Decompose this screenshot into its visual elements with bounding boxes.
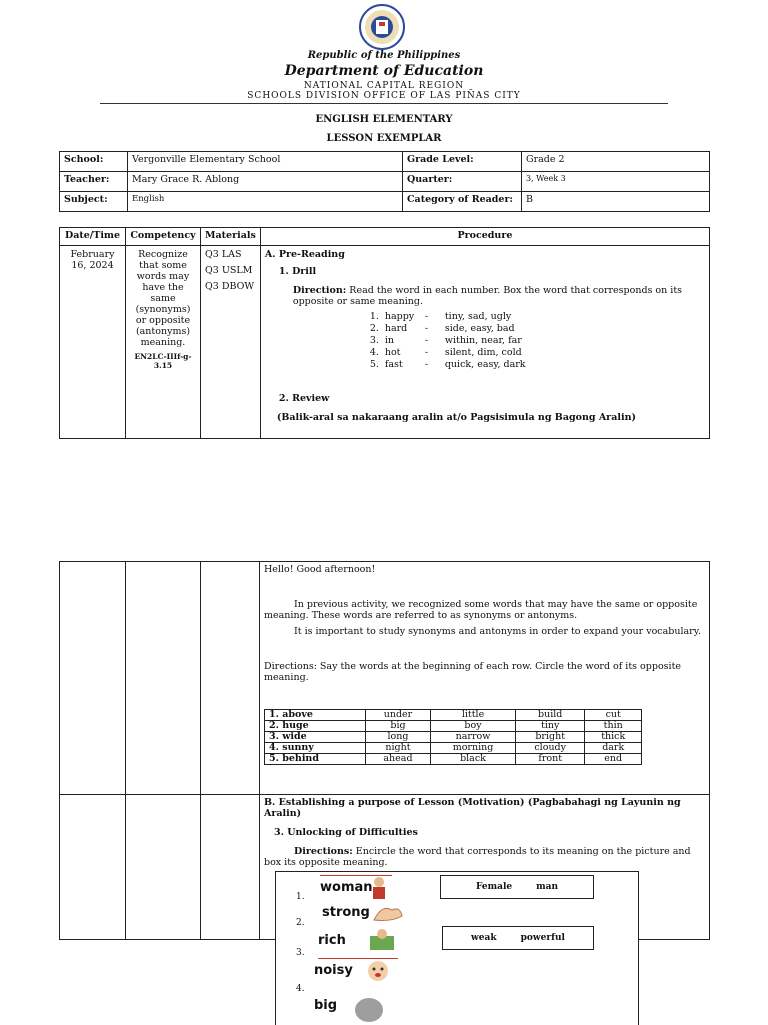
paragraph-1: In previous activity, we recognized some words that may have the same or opposite meaning. These words are referred to as synonyms or antonyms. <box>264 599 698 621</box>
header-republic: Republic of the Philippines <box>307 50 461 61</box>
elephant-picture <box>352 992 386 1024</box>
drill-direction <box>293 285 705 307</box>
empty-materials-cell <box>201 562 260 795</box>
money-picture <box>368 928 398 954</box>
empty-materials-cell <box>201 795 260 940</box>
choice-option: Female <box>475 882 513 892</box>
quarter-value: 3, Week 3 <box>522 172 710 192</box>
unlocking-directions <box>264 846 705 868</box>
picture-activity-box <box>275 871 639 1025</box>
pic-word-strong: strong <box>322 905 370 920</box>
antonym-table <box>264 709 642 765</box>
pic-word-rich: rich <box>318 933 346 948</box>
subject-label: Subject: <box>60 192 128 212</box>
item-number: 4. <box>296 984 305 994</box>
category-value: B <box>522 192 710 212</box>
drill-heading: 1. Drill <box>278 266 317 277</box>
drill-item: 2. hard - side, easy, bad <box>369 323 515 334</box>
doc-subtitle: LESSON EXEMPLAR <box>326 133 442 144</box>
baby-picture <box>362 958 396 988</box>
direction-text: Read the word in each number. Box the word that corresponds on its opposite or same meaning. <box>292 285 683 307</box>
divider-line <box>320 875 392 876</box>
competency-text: Recognize that some words may have the same (synonyms) or opposite (antonyms) meaning. <box>135 249 191 348</box>
pic-word-noisy: noisy <box>314 963 353 978</box>
item-number: 2. <box>296 918 305 928</box>
header-division: SCHOOLS DIVISION OFFICE OF LAS PIÑAS CITY <box>247 91 521 101</box>
pic-word-woman: woman <box>320 880 373 895</box>
table-row: 2. huge big boy tiny thin <box>265 721 642 732</box>
header-divider <box>100 103 668 104</box>
choice-option: powerful <box>520 933 565 943</box>
section-b-heading: B. Establishing a purpose of Lesson (Motivation) (Pagbabahagi ng Layunin ng Aralin) <box>264 797 681 819</box>
item-number: 1. <box>296 892 305 902</box>
category-label: Category of Reader: <box>403 192 522 212</box>
competency-cell <box>126 246 201 439</box>
arm-picture <box>372 902 406 924</box>
info-table <box>59 151 710 212</box>
direction-label: Direction: <box>292 285 347 296</box>
grade-value: Grade 2 <box>522 152 710 172</box>
procedure-cell <box>260 246 709 439</box>
empty-date-cell <box>60 562 126 795</box>
table-row: 4. sunny night morning cloudy dark <box>265 743 642 754</box>
choice-box-1 <box>440 875 594 899</box>
drill-item: 5. fast - quick, easy, dark <box>369 359 526 370</box>
empty-competency-cell <box>126 562 201 795</box>
col-materials: Materials <box>201 228 261 246</box>
greeting: Hello! Good afternoon! <box>264 564 376 575</box>
antonym-directions: Directions: Say the words at the beginning of each row. Circle the word of its opposite meaning. <box>264 661 682 683</box>
teacher-value: Mary Grace R. Ablong <box>128 172 403 192</box>
review-subheading: (Balik-aral sa nakaraang aralin at/o Pagsisimula ng Bagong Aralin) <box>276 412 636 423</box>
review-heading: 2. Review <box>278 393 330 404</box>
date-cell: February 16, 2024 <box>60 246 126 439</box>
col-date: Date/Time <box>60 228 126 246</box>
doc-title: ENGLISH ELEMENTARY <box>315 114 453 125</box>
unlocking-heading: 3. Unlocking of Difficulties <box>274 827 418 838</box>
drill-item: 3. in - within, near, far <box>369 335 522 346</box>
school-value: Vergonville Elementary School <box>128 152 403 172</box>
col-competency: Competency <box>126 228 201 246</box>
header-department: Department of Education <box>284 63 484 79</box>
col-procedure: Procedure <box>260 228 709 246</box>
teacher-label: Teacher: <box>60 172 128 192</box>
procedure-table <box>59 227 710 439</box>
empty-date-cell <box>60 795 126 940</box>
material-item: Q3 LAS <box>205 249 242 260</box>
grade-label: Grade Level: <box>403 152 522 172</box>
school-label: School: <box>60 152 128 172</box>
table-row: 1. above under little build cut <box>265 710 642 721</box>
choice-box-2 <box>442 926 594 950</box>
paragraph-2: It is important to study synonyms and antonyms in order to expand your vocabulary. <box>294 626 701 637</box>
drill-item: 4. hot - silent, dim, cold <box>369 347 522 358</box>
subject-value: English <box>128 192 403 212</box>
drill-list <box>370 311 705 371</box>
drill-item: 1. happy - tiny, sad, ugly <box>369 311 512 322</box>
deped-seal <box>359 4 405 50</box>
material-item: Q3 DBOW <box>205 281 255 292</box>
materials-cell <box>201 246 261 439</box>
table-row: 3. wide long narrow bright thick <box>265 732 642 743</box>
woman-picture <box>368 876 390 900</box>
material-item: Q3 USLM <box>205 265 253 276</box>
choice-option: man <box>536 882 559 892</box>
header-region: NATIONAL CAPITAL REGION <box>303 81 465 91</box>
table-row: 5. behind ahead black front end <box>265 754 642 765</box>
quarter-label: Quarter: <box>403 172 522 192</box>
item-number: 3. <box>296 948 305 958</box>
pic-word-big: big <box>314 998 338 1013</box>
directions-label: Directions: <box>294 846 353 857</box>
empty-competency-cell <box>126 795 201 940</box>
directions-text: Encircle the word that corresponds to its meaning on the picture and box its opposite meaning. <box>264 846 691 868</box>
competency-code: EN2LC-IIIf-g-3.15 <box>134 352 192 370</box>
choice-option: weak <box>471 933 497 943</box>
review-content-cell <box>260 562 710 795</box>
section-a-heading: A. Pre-Reading <box>264 249 345 260</box>
